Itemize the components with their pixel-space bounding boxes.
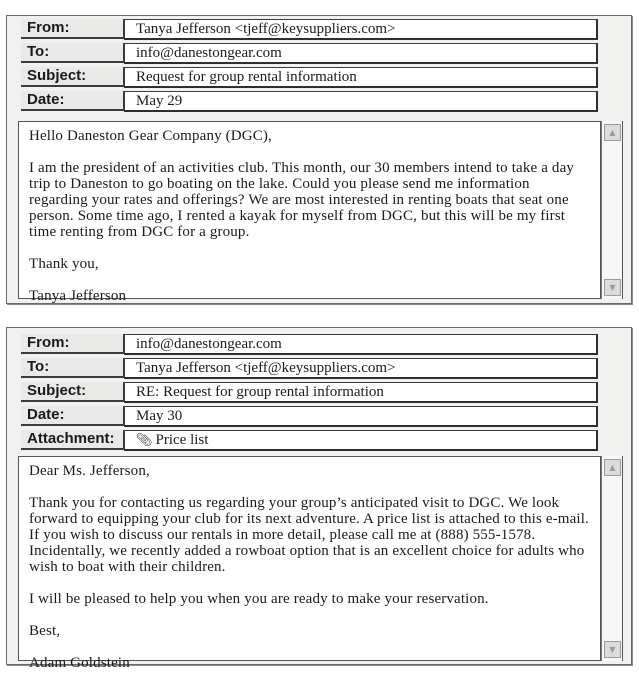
attachment-field[interactable] [124, 430, 598, 451]
date-label: Date: [21, 91, 125, 111]
subject-label: Subject: [21, 67, 125, 87]
header-row-date [7, 91, 631, 111]
body-paragraph: I will be pleased to help you when you are ready to make your reservation. [29, 591, 489, 607]
from-label: From: [21, 19, 125, 39]
closing: Best, [29, 623, 61, 639]
subject-field[interactable]: Request for group rental information [124, 67, 598, 88]
scroll-up-arrow-icon[interactable]: ▲ [604, 459, 621, 476]
body-paragraph: Thank you for contacting us regarding your group’s anticipated visit to DGC. We look forward to equipping your club for its next adventure. A price list is attached to this e-mail. If you wish to discuss our rentals in more detail, please call me at (888) 555-1578. Incidentally, we recently added a rowboat option that is an excellent choice for adults who wish to boat with their children. [29, 495, 589, 575]
date-field[interactable]: May 30 [124, 406, 598, 427]
subject-label: Subject: [21, 382, 125, 402]
to-label: To: [21, 358, 125, 378]
header-row-to [7, 358, 631, 378]
attachment-label: Attachment: [21, 430, 125, 450]
email-window-original [6, 15, 632, 304]
subject-field[interactable]: RE: Request for group rental information [124, 382, 598, 403]
scroll-up-arrow-icon[interactable]: ▲ [604, 124, 621, 141]
from-field[interactable]: Tanya Jefferson <tjeff@keysuppliers.com> [124, 19, 598, 40]
closing: Thank you, [29, 256, 99, 272]
to-field[interactable]: info@danestongear.com [124, 43, 598, 64]
header-row-from [7, 19, 631, 39]
greeting: Dear Ms. Jefferson, [29, 463, 150, 479]
header-row-subject [7, 382, 631, 402]
scrollbar[interactable] [601, 121, 623, 299]
email-window-reply [6, 327, 632, 671]
date-label: Date: [21, 406, 125, 426]
signature: Adam Goldstein [29, 655, 130, 671]
attachment-name[interactable]: Price list [155, 432, 209, 448]
scroll-down-arrow-icon[interactable]: ▼ [604, 279, 621, 296]
header-row-subject [7, 67, 631, 87]
to-field[interactable]: Tanya Jefferson <tjeff@keysuppliers.com> [124, 358, 598, 379]
message-body[interactable] [18, 121, 601, 304]
body-paragraph: I am the president of an activities club. This month, our 30 members intend to take a day trip to Daneston to go boating on the lake. Could you please send me information regarding your rates and offerings? We are most interested in renting boats that seat one person. Some time ago, I rented a kayak for myself from DGC, but this will be my first time renting from DGC for a group. [29, 160, 575, 240]
date-field[interactable]: May 29 [124, 91, 598, 112]
header-row-from [7, 334, 631, 354]
from-label: From: [21, 334, 125, 354]
paperclip-icon: 📎︎ [136, 432, 153, 447]
scroll-down-arrow-icon[interactable]: ▼ [604, 641, 621, 658]
greeting: Hello Daneston Gear Company (DGC), [29, 128, 272, 144]
header-row-attachment [7, 430, 631, 450]
scrollbar[interactable] [601, 456, 623, 661]
header-row-date [7, 406, 631, 426]
to-label: To: [21, 43, 125, 63]
header-row-to [7, 43, 631, 63]
from-field[interactable]: info@danestongear.com [124, 334, 598, 355]
message-body[interactable] [18, 456, 601, 671]
signature: Tanya Jefferson [29, 288, 127, 304]
